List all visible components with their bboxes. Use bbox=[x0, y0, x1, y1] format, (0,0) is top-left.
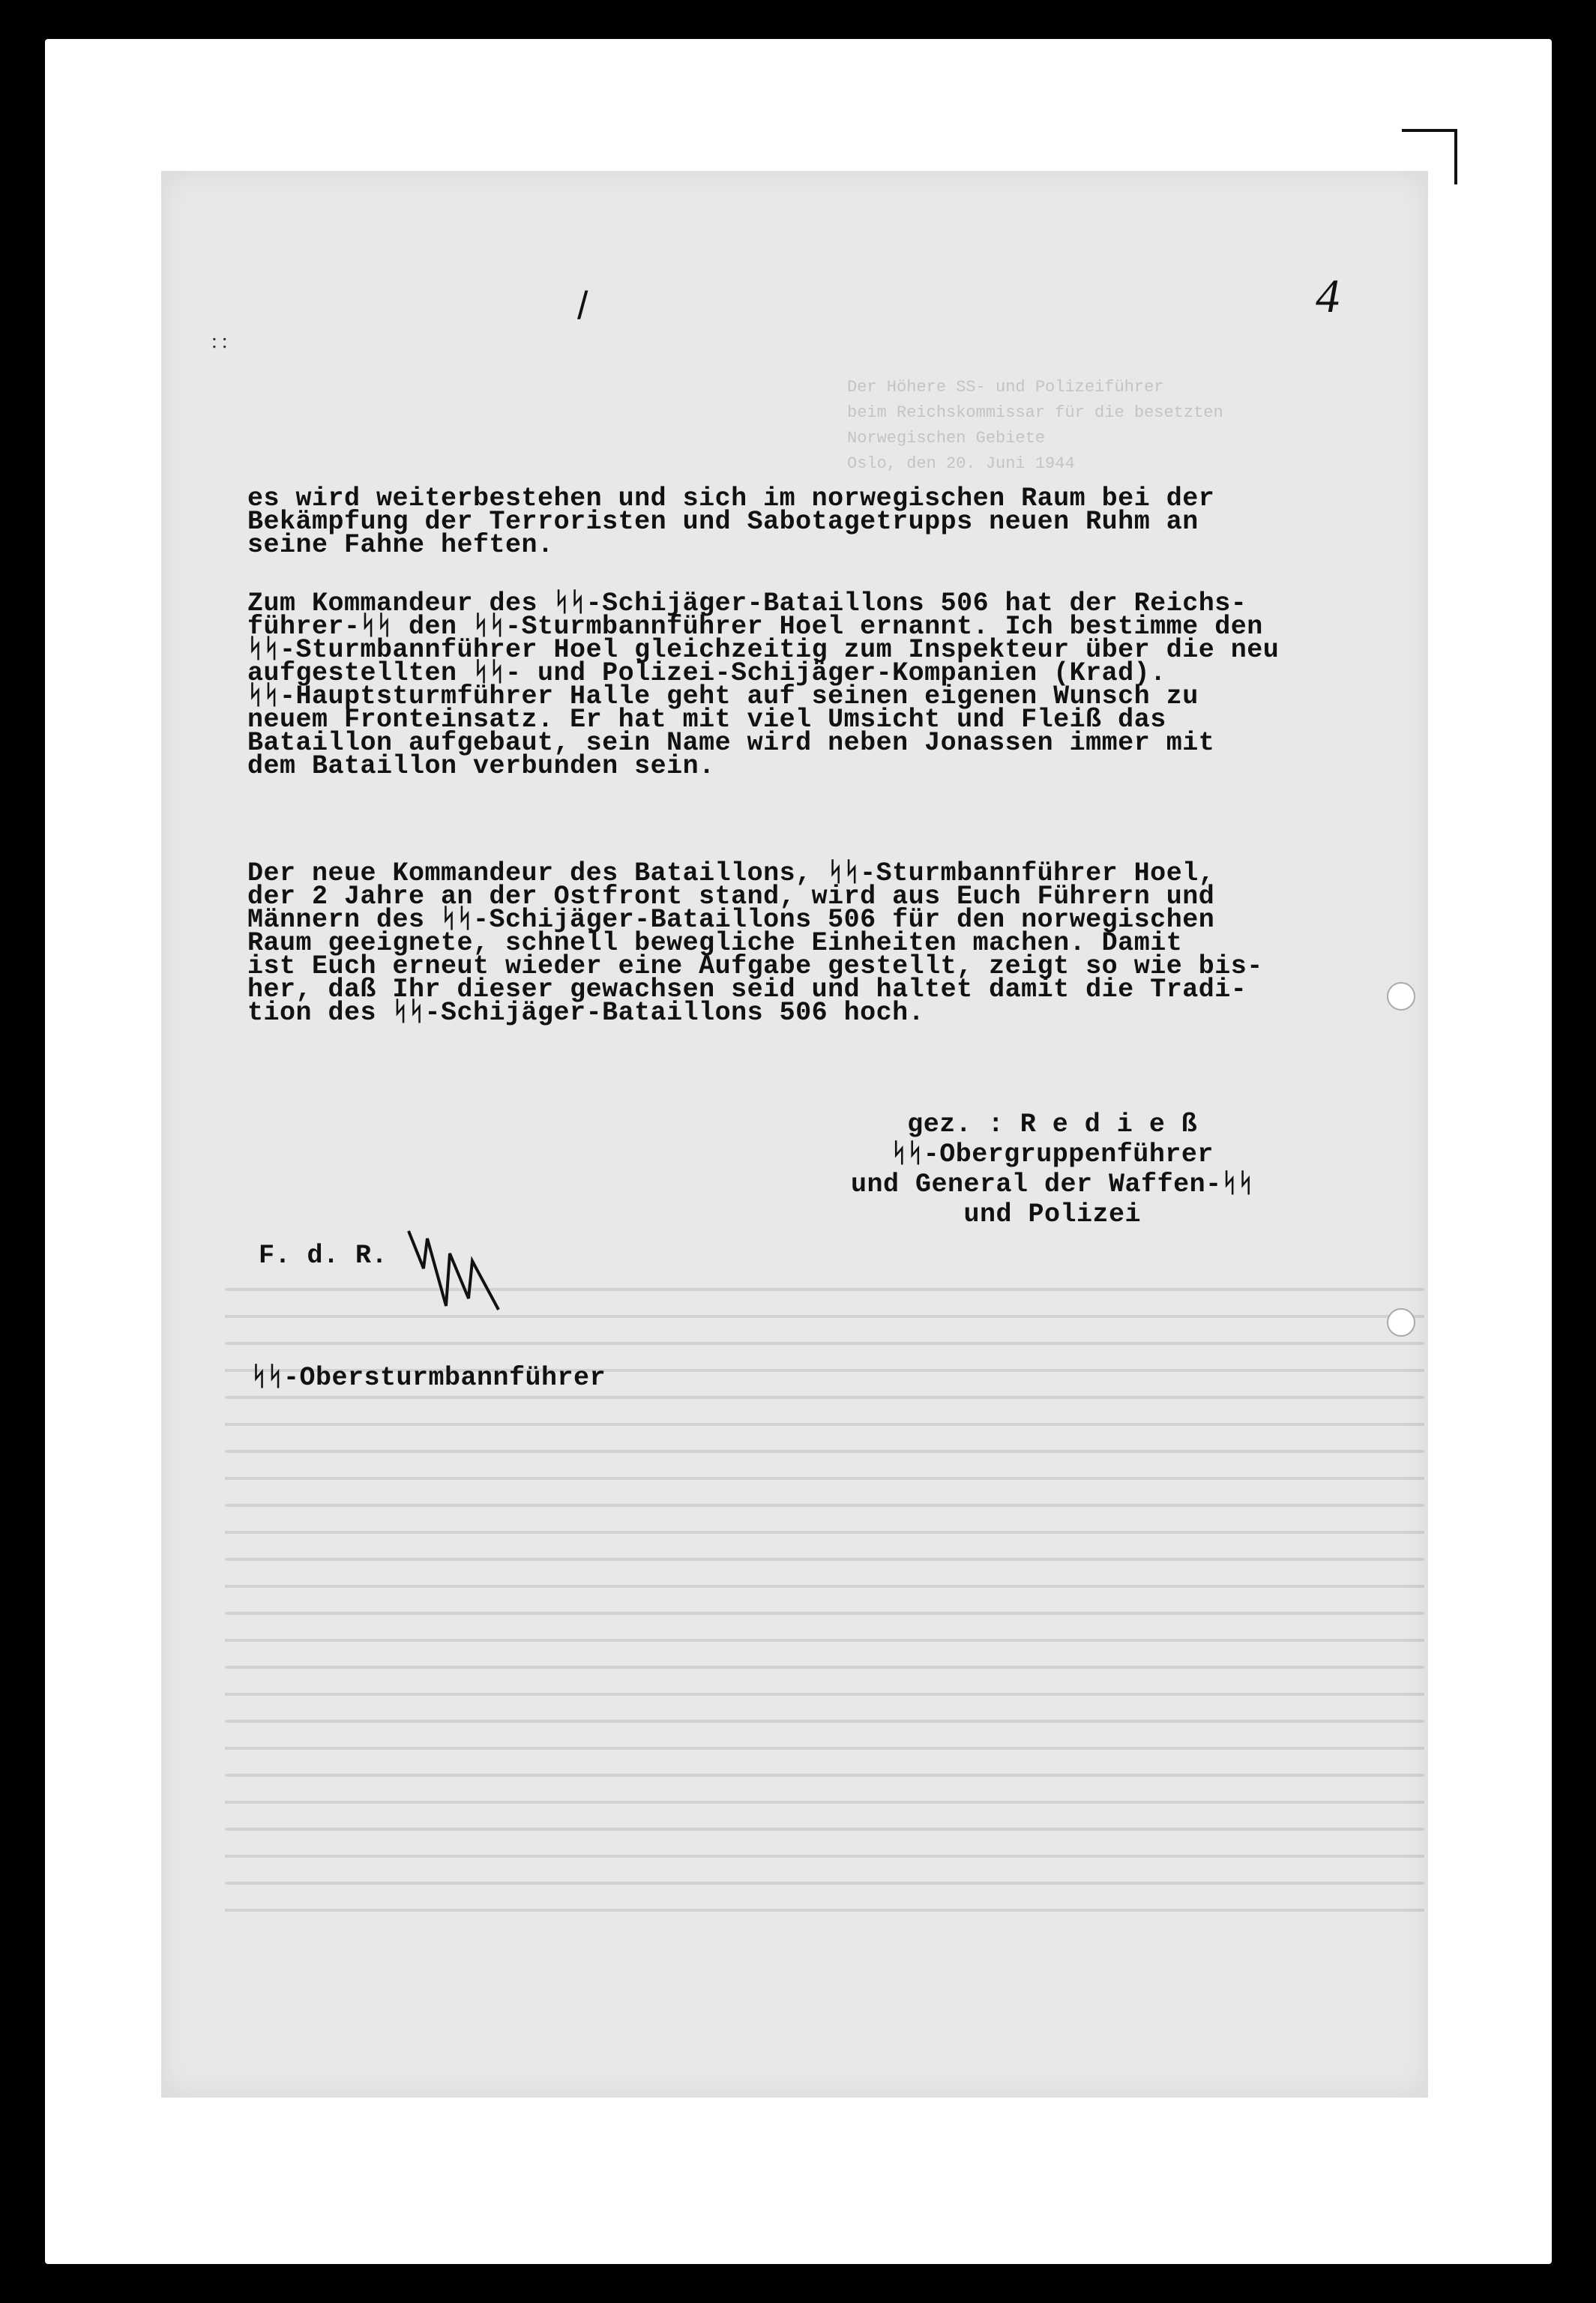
corner-mark bbox=[1402, 129, 1457, 184]
ghost-line: beim Reichskommissar für die besetzten bbox=[847, 403, 1223, 422]
ghost-line: Oslo, den 20. Juni 1944 bbox=[847, 454, 1075, 473]
ghost-line: Der Höhere SS- und Polizeiführer bbox=[847, 378, 1164, 397]
handwritten-signature bbox=[401, 1223, 506, 1313]
page-number: 4 bbox=[1316, 269, 1340, 322]
fdr-label: F. d. R. bbox=[259, 1241, 388, 1271]
rank-title: ᛋᛋ-Obersturmbannführer bbox=[251, 1363, 606, 1393]
punch-hole bbox=[1387, 982, 1415, 1011]
punch-dots: :: bbox=[211, 330, 232, 353]
signature-block: gez. : R e d i e ß ᛋᛋ-Obergruppenführer und General der Waffen-ᛋᛋ und Polizei bbox=[851, 1110, 1254, 1229]
margin-mark: / bbox=[577, 284, 588, 328]
punch-hole bbox=[1387, 1308, 1415, 1337]
paragraph-3: Der neue Kommandeur des Bataillons, ᛋᛋ-Sturmbannführer Hoel, der 2 Jahre an der Ostfront stand, wird aus Euch Führern und Männern des ᛋᛋ-Schijäger-Bataillons 506 für den norwegischen Raum geeignete, schnell bewegliche Einheiten machen. Damit ist Euch erneut wieder eine Aufgabe gestellt, zeigt so wie bis- her, daß Ihr dieser gewachsen seid und haltet damit die Tradi- tion des ᛋᛋ-Schijäger-Bataillons 506 hoch. bbox=[247, 858, 1263, 1028]
ghost-line: Norwegischen Gebiete bbox=[847, 429, 1046, 448]
bleed-through-header bbox=[847, 375, 1387, 477]
paragraph-2: Zum Kommandeur des ᛋᛋ-Schijäger-Bataillons 506 hat der Reichs- führer-ᛋᛋ den ᛋᛋ-Sturmbannführer Hoel ernannt. Ich bestimme den ᛋᛋ-Sturmbannführer Hoel gleichzeitig zum Inspekteur über die neu aufgestellten ᛋᛋ- und Polizei-Schijäger-Kompanien (Krad). ᛋᛋ-Hauptsturmführer Halle geht auf seinen eigenen Wunsch zu neuem Fronteinsatz. Er hat mit viel Umsicht und Fleiß das Bataillon aufgebaut, sein Name wird neben Jonassen immer mit dem Bataillon verbunden sein. bbox=[247, 588, 1280, 781]
paragraph-1: es wird weiterbestehen und sich im norwegischen Raum bei der Bekämpfung der Terroristen und Sabotagetrupps neuen Ruhm an seine Fahne heften. bbox=[247, 484, 1215, 560]
